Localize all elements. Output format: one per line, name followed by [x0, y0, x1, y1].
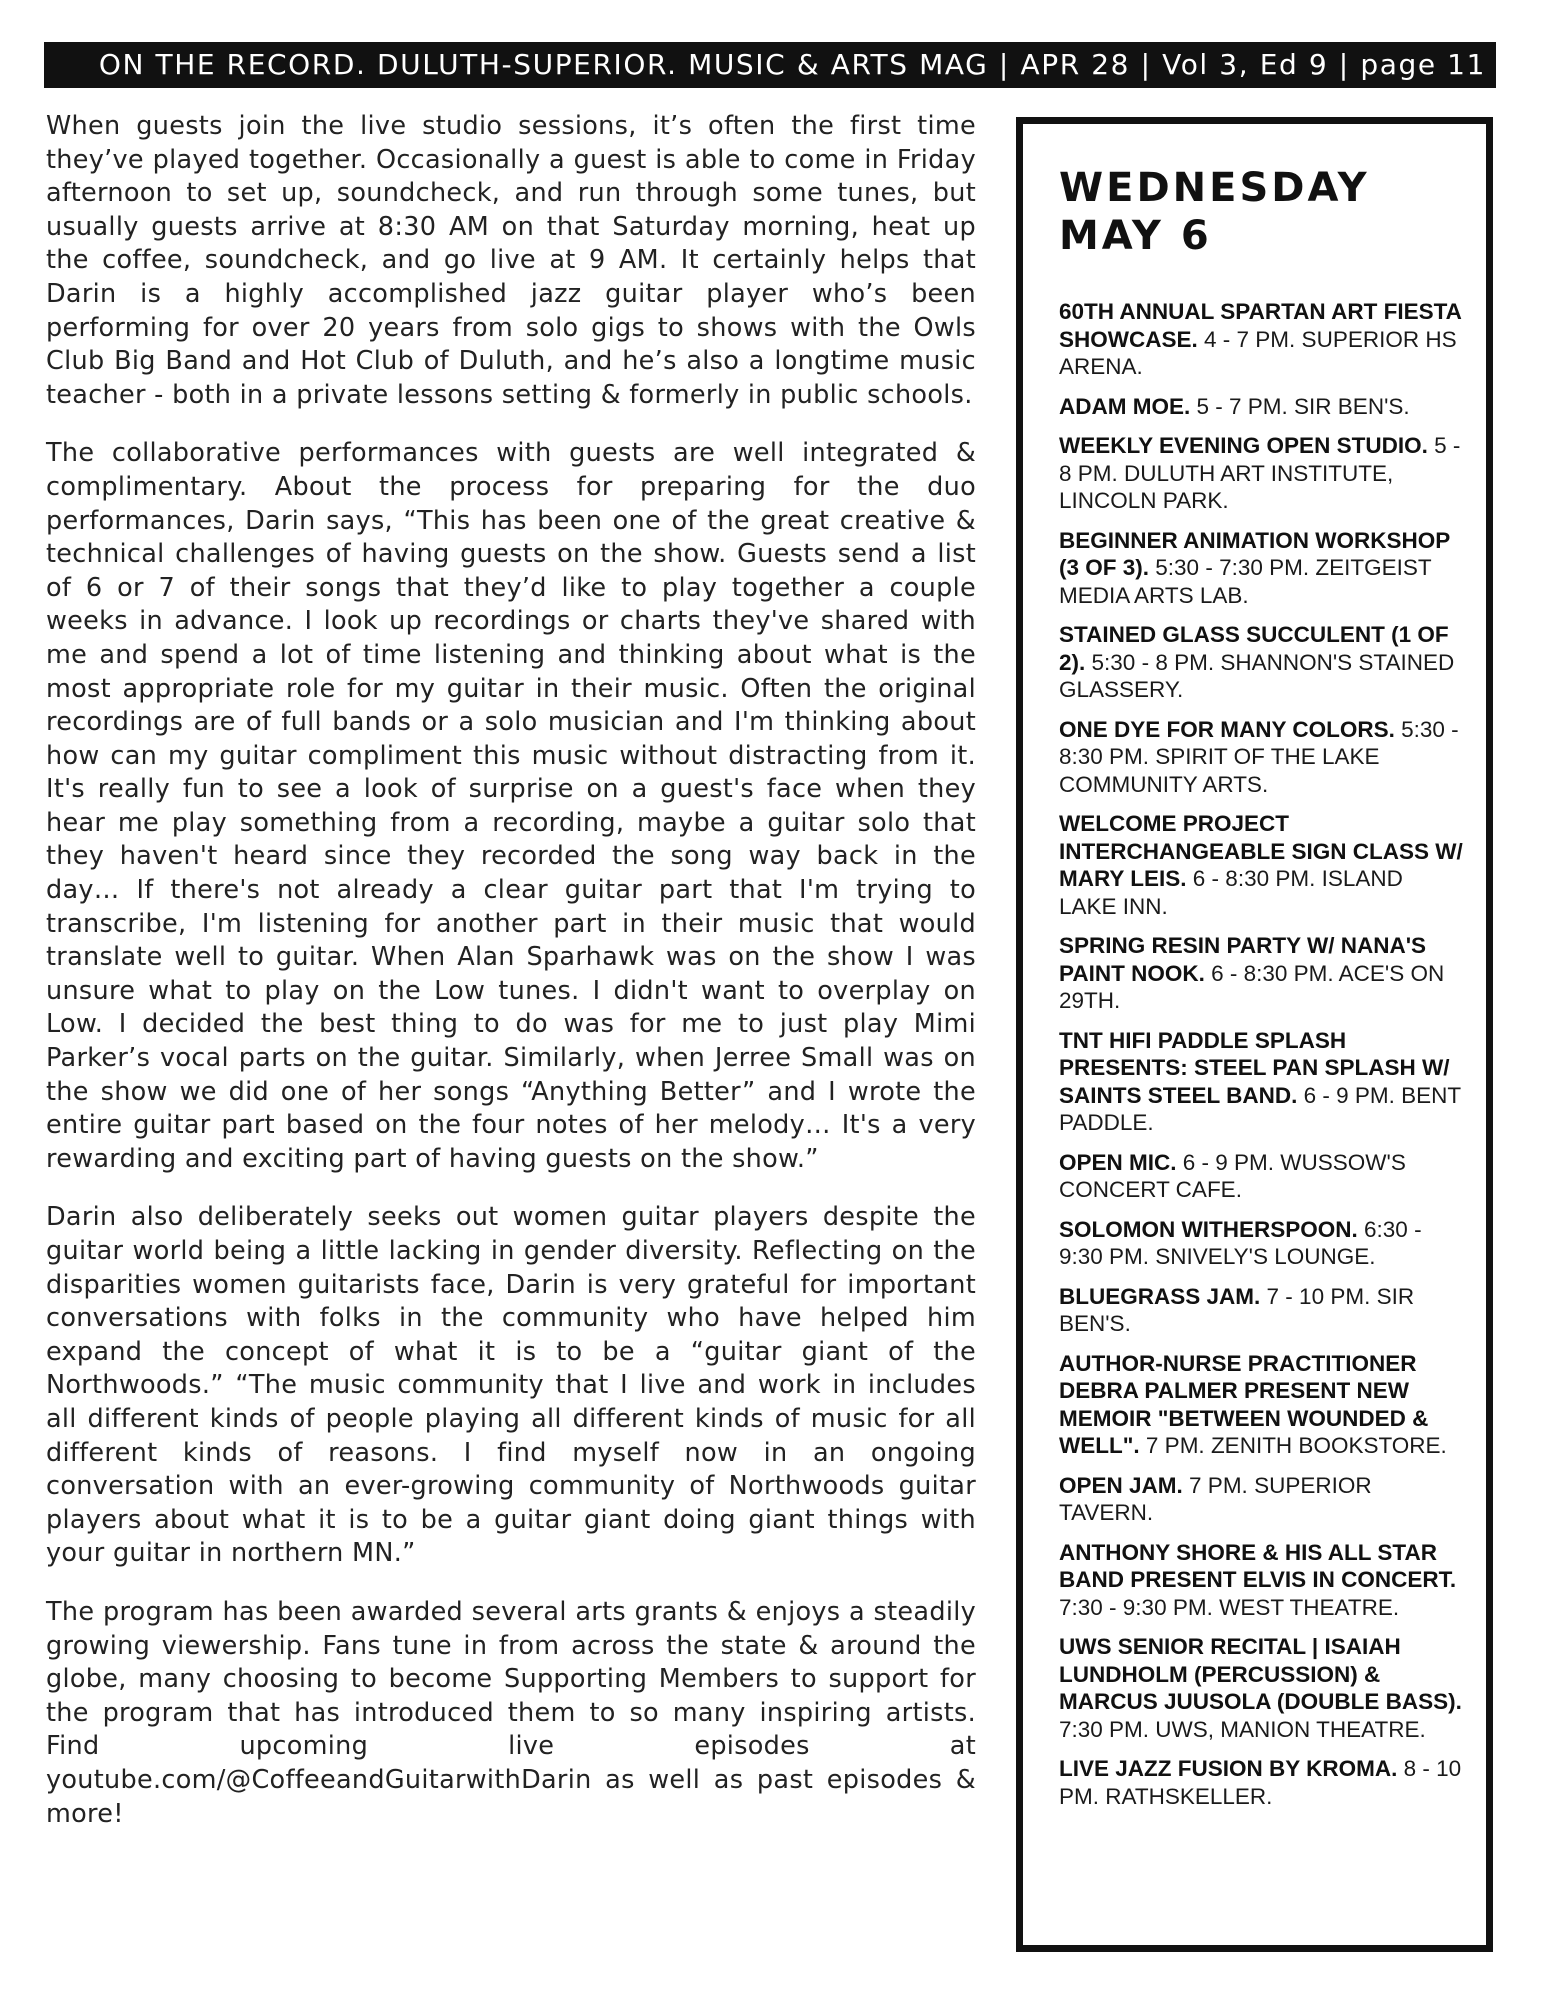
event-details: 5:30 - 8 PM. SHANNON'S STAINED GLASSERY.: [1059, 649, 1455, 702]
event-name: WEEKLY EVENING OPEN STUDIO.: [1059, 433, 1428, 458]
event-item: [1059, 810, 1466, 920]
event-details: 7 - 10 PM. SIR BEN'S.: [1059, 1283, 1415, 1336]
page-header: ON THE RECORD. DULUTH-SUPERIOR. MUSIC & ARTS MAG | APR 28 | Vol 3, Ed 9 | page 11: [44, 42, 1496, 88]
event-item: [1059, 1472, 1466, 1527]
event-details: 7 PM. ZENITH BOOKSTORE.: [1145, 1433, 1447, 1458]
event-name: AUTHOR-NURSE PRACTITIONER DEBRA PALMER PRESENT NEW MEMOIR "BETWEEN WOUNDED & WELL".: [1059, 1350, 1429, 1458]
event-name: SOLOMON WITHERSPOON.: [1059, 1216, 1358, 1242]
event-details: 6 - 8:30 PM. ISLAND LAKE INN.: [1059, 866, 1403, 919]
event-item: [1059, 298, 1466, 381]
event-name: UWS SENIOR RECITAL | ISAIAH LUNDHOLM (PERCUSSION) & MARCUS JUUSOLA (DOUBLE BASS).: [1059, 1634, 1462, 1714]
event-item: [1059, 716, 1466, 799]
event-item: [1059, 1539, 1466, 1622]
sidebar-date: MAY 6: [1059, 213, 1212, 259]
article-paragraph: The program has been awarded several arts grants & enjoys a steadily growing viewership. Fans tune in from across the state & around the globe, many choosing to become Supporting Members to support for the program that has introduced them to so many inspiring artists. Find upcoming live episodes at youtube.com/@CoffeeandGuitarwithDarin as well as past episodes & more!: [46, 1596, 976, 1829]
event-details: 6 - 9 PM. WUSSOW'S CONCERT CAFE.: [1059, 1149, 1406, 1202]
event-details: 6 - 9 PM. BENT PADDLE.: [1059, 1082, 1461, 1135]
event-details: 8 - 10 PM. RATHSKELLER.: [1059, 1756, 1462, 1809]
event-details: 4 - 7 PM. SUPERIOR HS ARENA.: [1059, 326, 1457, 379]
event-item: [1059, 1633, 1466, 1743]
event-name: ANTHONY SHORE & HIS ALL STAR BAND PRESENT ELVIS IN CONCERT.: [1059, 1539, 1457, 1592]
event-name: 60TH ANNUAL SPARTAN ART FIESTA SHOWCASE.: [1059, 299, 1462, 352]
event-name: BLUEGRASS JAM.: [1059, 1283, 1261, 1309]
event-name: LIVE JAZZ FUSION BY KROMA.: [1059, 1756, 1398, 1781]
event-name: TNT HIFI PADDLE SPLASH PRESENTS: STEEL PAN SPLASH W/ SAINTS STEEL BAND.: [1059, 1027, 1450, 1108]
event-item: [1059, 432, 1466, 515]
sidebar-date-heading: [1059, 164, 1466, 260]
event-item: [1059, 393, 1466, 421]
sidebar-day: WEDNESDAY: [1059, 165, 1370, 211]
event-name: ONE DYE FOR MANY COLORS.: [1059, 716, 1395, 742]
event-item: [1059, 1350, 1466, 1460]
event-details: 5 - 8 PM. DULUTH ART INSTITUTE, LINCOLN PARK.: [1059, 433, 1461, 513]
event-details: 5 - 7 PM. SIR BEN'S.: [1196, 393, 1410, 419]
event-name: BEGINNER ANIMATION WORKSHOP (3 OF 3).: [1059, 527, 1450, 580]
event-name: ADAM MOE.: [1059, 393, 1191, 419]
event-name: OPEN MIC.: [1059, 1149, 1177, 1175]
event-item: [1059, 1755, 1466, 1810]
event-listing-sidebar: [1016, 117, 1493, 1952]
event-item: [1059, 1216, 1466, 1271]
event-name: STAINED GLASS SUCCULENT (1 OF 2).: [1059, 622, 1449, 675]
event-details: 5:30 - 8:30 PM. SPIRIT OF THE LAKE COMMUNITY ARTS.: [1059, 716, 1459, 797]
event-details: 7:30 - 9:30 PM. WEST THEATRE.: [1059, 1594, 1400, 1620]
event-item: [1059, 932, 1466, 1015]
event-item: [1059, 1149, 1466, 1204]
event-details: 6:30 - 9:30 PM. SNIVELY'S LOUNGE.: [1059, 1216, 1422, 1269]
event-details: 5:30 - 7:30 PM. ZEITGEIST MEDIA ARTS LAB.: [1059, 555, 1432, 608]
event-item: [1059, 527, 1466, 610]
article-paragraph: Darin also deliberately seeks out women guitar players despite the guitar world being a little lacking in gender diversity. Reflecting on the disparities women guitarists face, Darin is very grateful for important conversations with folks in the community who have helped him expand the concept of what it is to be a “guitar giant of the Northwoods.” “The music community that I live and work in includes all different kinds of people playing all different kinds of music for all different kinds of reasons. I find myself now in an ongoing conversation with an ever-growing community of Northwoods guitar players about what it is to be a guitar giant doing giant things with your guitar in northern MN.”: [46, 1202, 976, 1569]
event-details: 6 - 8:30 PM. ACE'S ON 29TH.: [1059, 960, 1445, 1013]
event-name: WELCOME PROJECT INTERCHANGEABLE SIGN CLASS W/ MARY LEIS.: [1059, 811, 1463, 891]
event-name: OPEN JAM.: [1059, 1472, 1183, 1498]
event-name: SPRING RESIN PARTY W/ NANA'S PAINT NOOK.: [1059, 933, 1427, 986]
article-paragraph: When guests join the live studio sessions, it’s often the first time they’ve played together. Occasionally a guest is able to come in Friday afternoon to set up, soundcheck, and run through some tunes, but usually guests arrive at 8:30 AM on that Saturday morning, heat up the coffee, soundcheck, and go live at 9 AM. It certainly helps that Darin is a highly accomplished jazz guitar player who’s been performing for over 20 years from solo gigs to shows with the Owls Club Big Band and Hot Club of Duluth, and he’s also a longtime music teacher - both in a private lessons setting & formerly in public schools.: [46, 111, 976, 410]
event-details: 7:30 PM. UWS, MANION THEATRE.: [1059, 1716, 1426, 1742]
event-details: 7 PM. SUPERIOR TAVERN.: [1059, 1472, 1372, 1525]
event-item: [1059, 1027, 1466, 1137]
event-item: [1059, 621, 1466, 704]
event-item: [1059, 1283, 1466, 1338]
article-paragraph: The collaborative performances with guests are well integrated & complimentary. About the process for preparing for the duo performances, Darin says, “This has been one of the great creative & technical challenges of having guests on the show. Guests send a list of 6 or 7 of their songs that they’d like to play together a couple weeks in advance. I look up recordings or charts they've shared with me and spend a lot of time listening and thinking about what is the most appropriate role for my guitar in their music. Often the original recordings are of full bands or a solo musician and I'm thinking about how can my guitar compliment this music without distracting from it. It's really fun to see a look of surprise on a guest's face when they hear me play something from a recording, maybe a guitar solo that they haven't heard since they recorded the song way back in the day… If there's not already a clear guitar part that I'm trying to transcribe, I'm listening for another part in their music that would translate well to guitar. When Alan Sparhawk was on the show I was unsure what to play on the Low tunes. I didn't want to overplay on Low. I decided the best thing to do was for me to just play Mimi Parker’s vocal parts on the guitar. Similarly, when Jerree Small was on the show we did one of her songs “Anything Better” and I wrote the entire guitar part based on the four notes of her melody… It's a very rewarding and exciting part of having guests on the show.”: [46, 438, 976, 1174]
article-body: [46, 110, 976, 1856]
